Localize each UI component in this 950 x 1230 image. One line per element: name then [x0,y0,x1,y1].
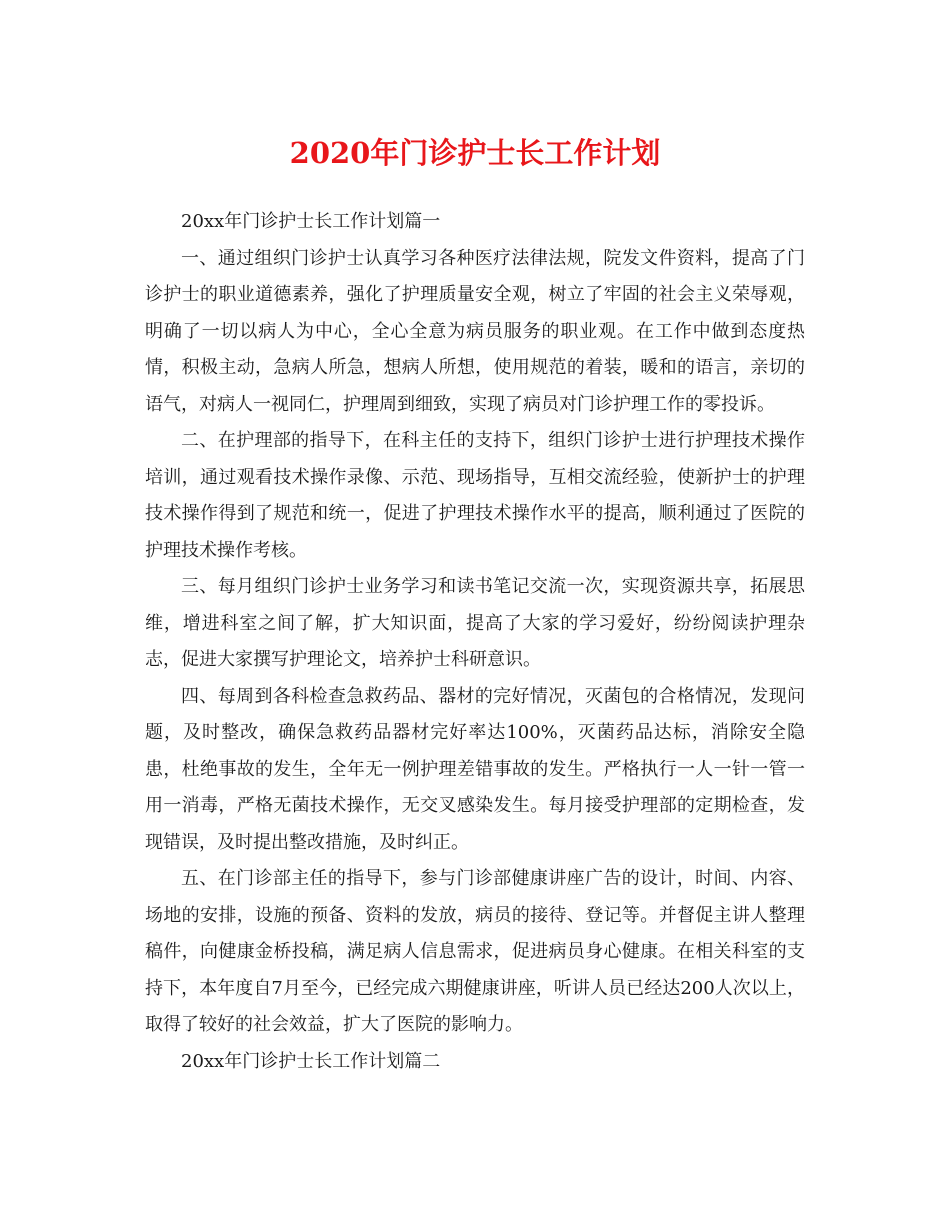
document-title: 2020年门诊护士长工作计划 [289,136,661,170]
paragraph-1: 一、通过组织门诊护士认真学习各种医疗法律法规，院发文件资料，提高了门诊护士的职业道德素养，强化了护理质量安全观，树立了牢固的社会主义荣辱观，明确了一切以病人为中心，全心全意为病员服务的职业观。在工作中做到态度热情，积极主动，急病人所急，想病人所想，使用规范的着装，暖和的语言，亲切的语气，对病人一视同仁，护理周到细致，实现了病员对门诊护理工作的零投诉。 [145,247,805,415]
section-heading-1: 20xx年门诊护士长工作计划篇一 [181,211,441,232]
paragraph-4: 四、每周到各科检查急救药品、器材的完好情况，灭菌包的合格情况，发现问题，及时整改，确保急救药品器材完好率达100%，灭菌药品达标，消除安全隐患，杜绝事故的发生，全年无一例护理差错事故的发生。严格执行一人一针一管一用一消毒，严格无菌技术操作，无交叉感染发生。每月接受护理部的定期检查，发现错误，及时提出整改措施，及时纠正。 [145,685,805,853]
paragraph-5: 五、在门诊部主任的指导下，参与门诊部健康讲座广告的设计，时间、内容、场地的安排，设施的预备、资料的发放，病员的接待、登记等。并督促主讲人整理稿件，向健康金桥投稿，满足病人信息需求，促进病员身心健康。在相关科室的支持下，本年度自7月至今，已经完成六期健康讲座，听讲人员已经达200人次以上，取得了较好的社会效益，扩大了医院的影响力。 [145,868,805,1035]
paragraph-3: 三、每月组织门诊护士业务学习和读书笔记交流一次，实现资源共享，拓展思维，增进科室之间了解，扩大知识面，提高了大家的学习爱好，纷纷阅读护理杂志，促进大家撰写护理论文，培养护士科研意识。 [145,576,805,670]
document-body [145,204,805,1080]
section-heading-2: 20xx年门诊护士长工作计划篇二 [181,1050,441,1072]
paragraph-2: 二、在护理部的指导下，在科主任的支持下，组织门诊护士进行护理技术操作培训，通过观看技术操作录像、示范、现场指导，互相交流经验，使新护士的护理技术操作得到了规范和统一，促进了护理技术操作水平的提高，顺利通过了医院的护理技术操作考核。 [145,430,805,561]
